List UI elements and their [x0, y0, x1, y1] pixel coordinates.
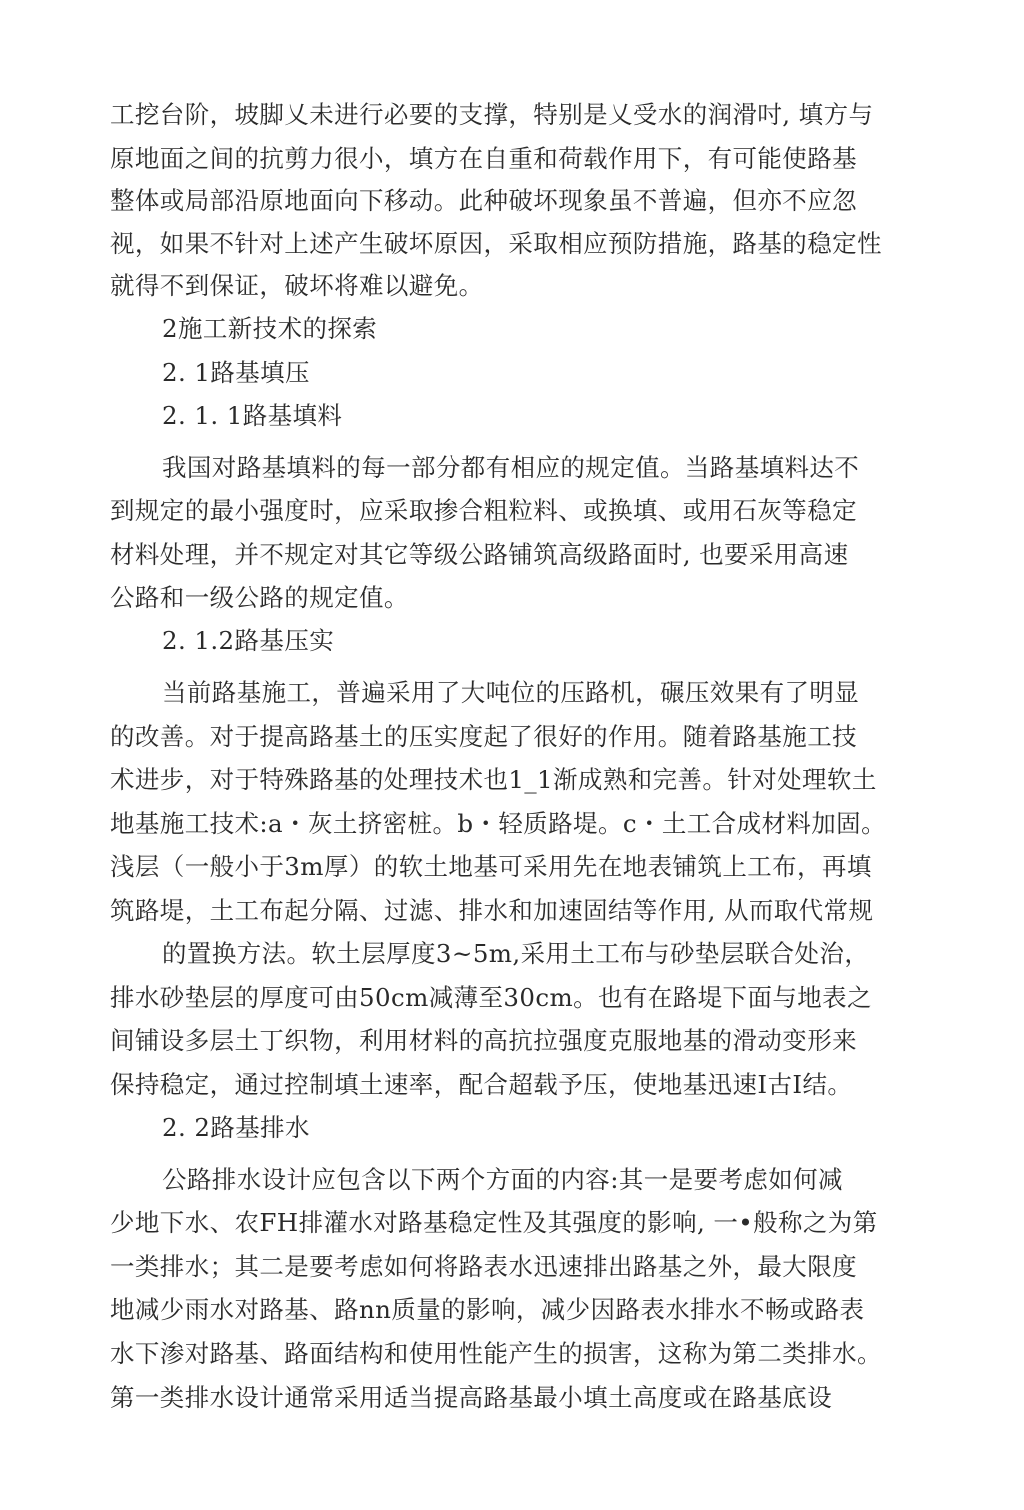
text-line: 保持稳定，通过控制填土速率，配合超载予压，使地基迅速I古I结。 — [110, 1070, 853, 1099]
text-line: 地基施工技术:a・灰土挤密桩。b・轻质路堤。c・土工合成材料加固。 — [110, 809, 886, 838]
text-line: 整体或局部沿原地面向下移动。此种破坏现象虽不普遍，但亦不应忽 — [110, 186, 857, 215]
text-line: 排水砂垫层的厚度可由50cm减薄至30cm。也有在路堤下面与地表之 — [110, 983, 872, 1012]
subsection-heading: 2. 2路基排水 — [162, 1113, 310, 1142]
text-line: 公路和一级公路的规定值。 — [110, 583, 409, 612]
text-line: 工挖台阶，坡脚乂未进行必要的支撑，特别是乂受水的润滑吋, 填方与 — [110, 100, 874, 129]
text-line: 筑路堤，土工布起分隔、过滤、排水和加速固结等作用, 从而取代常规 — [110, 896, 874, 925]
subsubsection-heading: 2. 1. 1路基填料 — [162, 401, 343, 430]
text-line: 材料处理，并不规定对其它等级公路铺筑高级路面时, 也要采用高速 — [110, 540, 849, 569]
text-line: 术进步，对于特殊路基的处理技术也1_1渐成熟和完善。针对处理软土 — [110, 765, 877, 794]
text-line: 第一类排水设计通常采用适当提高路基最小填土高度或在路基底设 — [110, 1383, 833, 1412]
text-line: 的改善。对于提高路基土的压实度起了很好的作用。随着路基施工技 — [110, 722, 857, 751]
subsubsection-heading: 2. 1.2路基压实 — [162, 626, 335, 655]
text-line: 一类排水；其二是要考虑如何将路表水迅速排出路基之外，最大限度 — [110, 1252, 857, 1281]
text-line: 就得不到保证，破坏将难以避免。 — [110, 271, 484, 300]
text-line: 水下渗对路基、路面结构和使用性能产生的损害，这称为第二类排水。 — [110, 1339, 882, 1368]
text-line: 少地下水、农FH排灌水对路基稳定性及其强度的影响, 一•般称之为第 — [110, 1208, 878, 1237]
text-line: 到规定的最小强度时，应采取掺合粗粒料、或换填、或用石灰等稳定 — [110, 496, 857, 525]
text-line: 间铺设多层土丁织物，利用材料的高抗拉强度克服地基的滑动变形来 — [110, 1026, 857, 1055]
text-line: 地减少雨水对路基、路nn质量的影响，减少因路表水排水不畅或路表 — [110, 1295, 865, 1324]
text-line: 浅层（一般小于3m厚）的软土地基可采用先在地表铺筑上工布，再填 — [110, 852, 872, 881]
text-line: 公路排水设计应包含以下两个方面的内容:其一是要考虑如何减 — [162, 1165, 843, 1194]
subsection-heading: 2. 1路基填压 — [162, 358, 310, 387]
text-line: 我国对路基填料的每一部分都有相应的规定值。当路基填料达不 — [162, 453, 860, 482]
text-line: 原地面之间的抗剪力很小，填方在自重和荷载作用下，有可能使路基 — [110, 144, 857, 173]
text-line: 当前路基施工，普遍采用了大吨位的压路机，碾压效果有了明显 — [162, 678, 860, 707]
text-line: 视，如果不针对上述产生破坏原因，采取相应预防措施，路基的稳定性 — [110, 229, 882, 258]
section-heading: 2施工新技术的探索 — [162, 314, 378, 343]
text-line: 的置换方法。软土层厚度3~5m,采用土工布与砂垫层联合处治， — [162, 939, 870, 968]
